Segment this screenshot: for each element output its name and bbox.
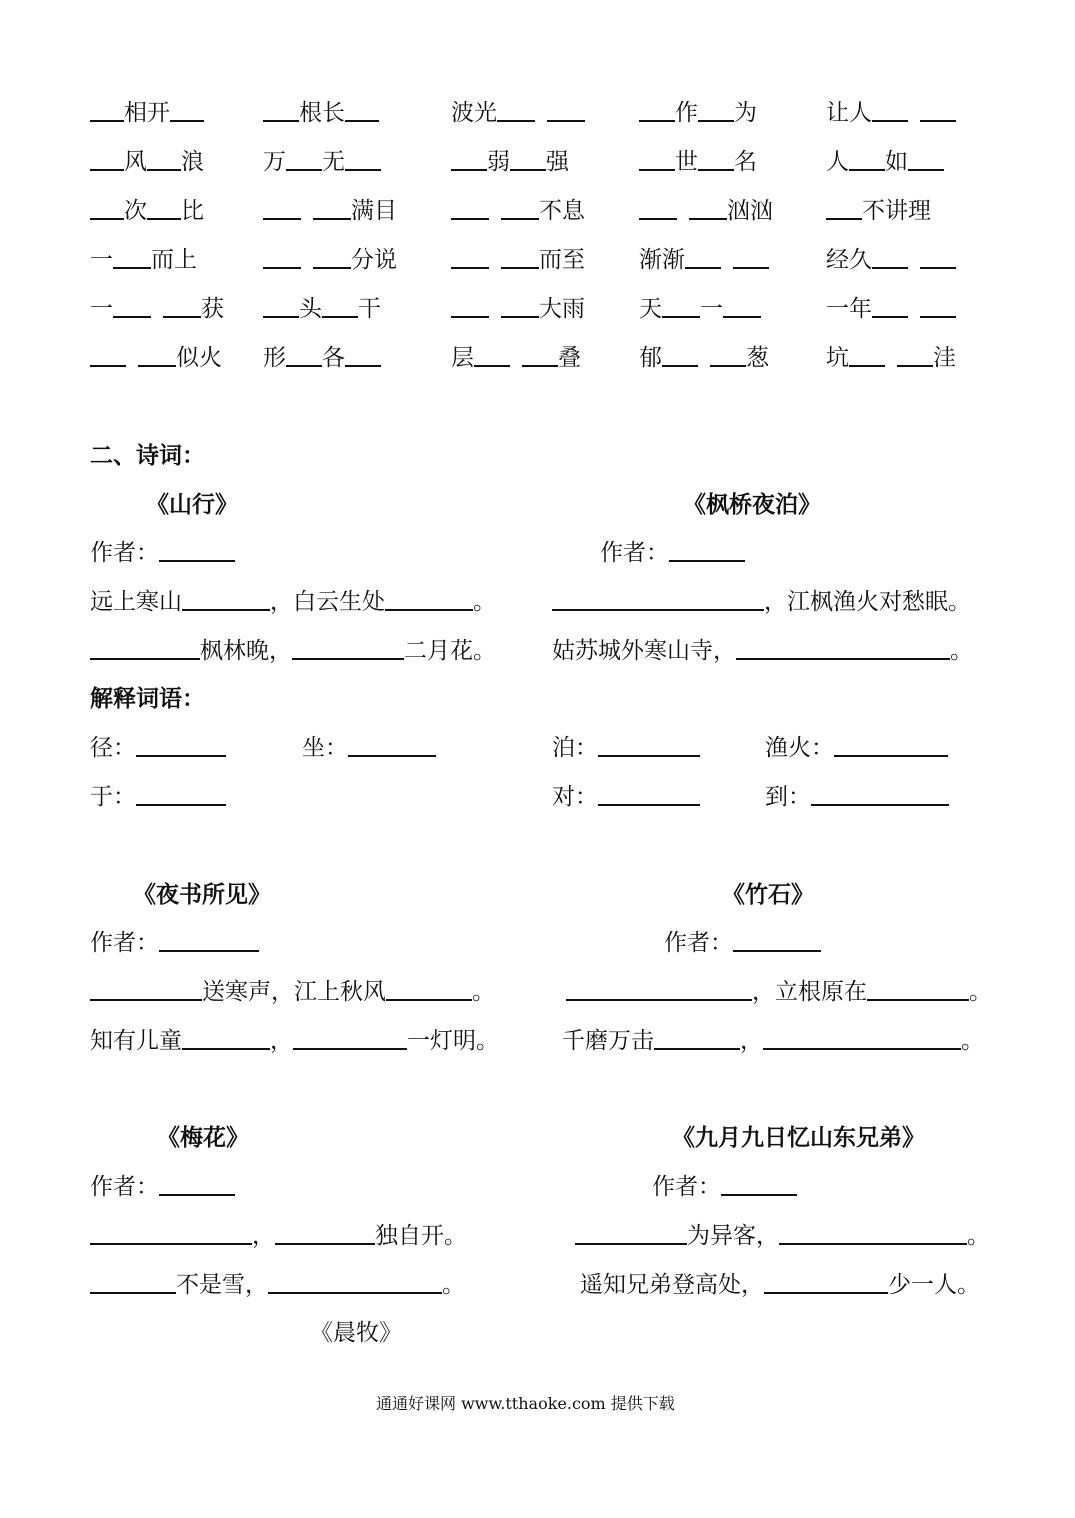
blank[interactable] — [90, 196, 124, 220]
poem-title-fengqiao: 《枫桥夜泊》 — [683, 491, 821, 518]
blank[interactable] — [552, 587, 764, 611]
blank[interactable] — [275, 1221, 375, 1245]
idiom-4-2: 分说 — [263, 245, 397, 275]
blank[interactable] — [849, 343, 885, 367]
blank[interactable] — [662, 294, 700, 318]
idiom-5-1: 一 获 — [90, 296, 224, 322]
page-footer: 通通好课网 www.tthaoke.com 提供下载 — [376, 1394, 675, 1413]
blank[interactable] — [386, 977, 472, 1001]
blank[interactable] — [908, 147, 944, 171]
blank[interactable] — [451, 294, 489, 318]
blank[interactable] — [147, 147, 181, 171]
blank[interactable] — [182, 1026, 270, 1050]
blank[interactable] — [345, 98, 379, 122]
explain-heading: 解释词语： — [90, 685, 205, 712]
idiom-2-3: 弱 强 — [451, 147, 569, 177]
blank[interactable] — [263, 196, 301, 220]
blank[interactable] — [764, 1270, 888, 1294]
blank[interactable] — [685, 245, 721, 269]
idiom-6-4: 郁 葱 — [639, 345, 769, 371]
blank[interactable] — [834, 733, 948, 757]
blank[interactable] — [268, 1270, 442, 1294]
idiom-4-3: 而至 — [451, 245, 585, 275]
explain-yuhuo: 渔火： — [765, 733, 948, 763]
blank[interactable] — [872, 294, 908, 318]
blank[interactable] — [292, 636, 404, 660]
blank[interactable] — [639, 147, 675, 171]
blank[interactable] — [90, 1221, 252, 1245]
poem1-author: 作者： — [90, 538, 235, 568]
blank[interactable] — [345, 343, 381, 367]
author-blank[interactable] — [159, 1172, 235, 1196]
idiom-2-2: 万 无 — [263, 147, 381, 177]
poem5-line1: ， 独自开。 — [90, 1221, 467, 1251]
poem-title-meihua: 《梅花》 — [157, 1124, 249, 1151]
blank[interactable] — [113, 245, 151, 269]
author-blank[interactable] — [721, 1172, 797, 1196]
blank[interactable] — [566, 977, 752, 1001]
idiom-1-4: 作 为 — [639, 98, 757, 128]
blank[interactable] — [136, 782, 226, 806]
poem4-line2: 千磨万击 ， 。 — [562, 1028, 984, 1054]
blank[interactable] — [451, 147, 487, 171]
idiom-6-3: 层 叠 — [451, 345, 581, 371]
blank[interactable] — [90, 343, 126, 367]
section-heading-poems: 二、诗词： — [90, 442, 205, 469]
blank[interactable] — [510, 147, 546, 171]
explain-jing: 径： — [90, 733, 226, 763]
blank[interactable] — [474, 343, 510, 367]
blank[interactable] — [662, 343, 698, 367]
idiom-6-5: 坑 洼 — [826, 345, 956, 371]
poem-title-shanxing: 《山行》 — [146, 491, 238, 518]
blank[interactable] — [501, 294, 539, 318]
blank[interactable] — [170, 98, 204, 122]
poem6-line1: 为异客， 。 — [575, 1221, 990, 1251]
blank[interactable] — [451, 245, 489, 269]
explain-dao: 到： — [765, 782, 949, 812]
poem5-line2: 不是雪， 。 — [90, 1270, 465, 1300]
blank[interactable] — [286, 147, 322, 171]
blank[interactable] — [897, 343, 933, 367]
blank[interactable] — [263, 98, 299, 122]
author-blank[interactable] — [669, 538, 745, 562]
idiom-2-5: 人 如 — [826, 147, 944, 177]
poem-title-jiuyue: 《九月九日忆山东兄弟》 — [672, 1124, 925, 1151]
blank[interactable] — [136, 733, 226, 757]
poem3-line1: 送寒声，江上秋风 。 — [90, 977, 495, 1007]
poem6-author: 作者： — [652, 1172, 797, 1202]
blank[interactable] — [710, 343, 746, 367]
blank[interactable] — [849, 147, 885, 171]
poem4-line1: ，立根原在 。 — [566, 977, 992, 1007]
blank[interactable] — [90, 636, 200, 660]
blank[interactable] — [639, 98, 675, 122]
poem-title-yeshu: 《夜书所见》 — [133, 881, 271, 908]
idiom-4-4: 渐渐 — [639, 245, 769, 275]
author-blank[interactable] — [159, 538, 235, 562]
blank[interactable] — [872, 245, 908, 269]
blank[interactable] — [385, 587, 473, 611]
blank[interactable] — [698, 147, 734, 171]
blank[interactable] — [547, 98, 585, 122]
poem3-line2: 知有儿童 ， 一灯明。 — [90, 1028, 499, 1054]
blank[interactable] — [826, 196, 862, 220]
blank[interactable] — [113, 294, 151, 318]
author-blank[interactable] — [733, 928, 821, 952]
blank[interactable] — [575, 1221, 687, 1245]
idiom-3-1: 次 比 — [90, 196, 204, 226]
blank[interactable] — [90, 98, 124, 122]
idiom-2-4: 世 名 — [639, 147, 757, 177]
explain-yu: 于： — [90, 782, 226, 812]
poem1-line2: 枫林晚， 二月花。 — [90, 636, 496, 666]
blank[interactable] — [698, 98, 734, 122]
blank[interactable] — [313, 196, 351, 220]
poem2-line2: 姑苏城外寒山寺， 。 — [552, 638, 973, 664]
blank[interactable] — [811, 782, 949, 806]
blank[interactable] — [654, 1026, 740, 1050]
author-blank[interactable] — [159, 928, 259, 952]
blank[interactable] — [497, 98, 535, 122]
idiom-5-4: 天 一 — [639, 294, 761, 324]
idiom-1-2: 根长 — [263, 98, 379, 128]
blank[interactable] — [867, 977, 969, 1001]
blank[interactable] — [501, 196, 539, 220]
blank[interactable] — [263, 245, 301, 269]
idiom-6-2: 形 各 — [263, 343, 381, 373]
poem1-line1: 远上寒山 ，白云生处 。 — [90, 589, 496, 615]
poem3-author: 作者： — [90, 928, 259, 958]
explain-zuo: 坐： — [302, 733, 436, 763]
blank[interactable] — [348, 733, 436, 757]
blank[interactable] — [322, 294, 358, 318]
blank[interactable] — [920, 98, 956, 122]
blank[interactable] — [920, 245, 956, 269]
idiom-6-1: 似火 — [90, 343, 222, 373]
blank[interactable] — [733, 245, 769, 269]
idiom-3-4: 汹汹 — [639, 196, 773, 226]
poem-title-zhushi: 《竹石》 — [722, 881, 814, 908]
poem6-line2: 遥知兄弟登高处， 少一人。 — [580, 1272, 980, 1298]
idiom-1-5: 让人 — [826, 98, 956, 128]
idiom-3-3: 不息 — [451, 196, 585, 226]
idiom-4-5: 经久 — [826, 245, 956, 275]
explain-bo: 泊： — [552, 733, 700, 763]
blank[interactable] — [779, 1221, 967, 1245]
idiom-2-1: 风 浪 — [90, 147, 204, 177]
poem2-author: 作者： — [600, 538, 745, 568]
blank[interactable] — [138, 343, 176, 367]
blank[interactable] — [182, 587, 270, 611]
idiom-5-3: 大雨 — [451, 294, 585, 324]
blank[interactable] — [345, 147, 381, 171]
blank[interactable] — [293, 1026, 407, 1050]
idiom-5-5: 一年 — [826, 294, 956, 324]
blank[interactable] — [736, 636, 950, 660]
blank[interactable] — [501, 245, 539, 269]
poem4-author: 作者： — [664, 928, 821, 958]
explain-dui: 对： — [552, 782, 700, 812]
idiom-1-1: 相开 — [90, 98, 204, 128]
blank[interactable] — [263, 294, 299, 318]
poem2-line1: ，江枫渔火对愁眠。 — [552, 587, 971, 617]
blank[interactable] — [598, 733, 700, 757]
blank[interactable] — [872, 98, 908, 122]
blank[interactable] — [598, 782, 700, 806]
blank[interactable] — [147, 196, 181, 220]
blank[interactable] — [920, 294, 956, 318]
idiom-1-3: 波光 — [451, 98, 585, 128]
blank[interactable] — [522, 343, 558, 367]
idiom-3-5: 不讲理 — [826, 196, 931, 226]
blank[interactable] — [689, 196, 727, 220]
blank[interactable] — [90, 1270, 176, 1294]
blank[interactable] — [163, 294, 201, 318]
blank[interactable] — [639, 196, 677, 220]
idiom-4-1: 一 而上 — [90, 247, 197, 273]
poem5-author: 作者： — [90, 1172, 235, 1202]
blank[interactable] — [313, 245, 351, 269]
blank[interactable] — [286, 343, 322, 367]
idiom-5-2: 头 干 — [263, 294, 381, 324]
blank[interactable] — [723, 294, 761, 318]
blank[interactable] — [90, 147, 124, 171]
blank[interactable] — [763, 1026, 961, 1050]
blank[interactable] — [451, 196, 489, 220]
idiom-3-2: 满目 — [263, 196, 397, 226]
poem-title-chenmu: 《晨牧》 — [310, 1320, 402, 1346]
blank[interactable] — [90, 977, 202, 1001]
